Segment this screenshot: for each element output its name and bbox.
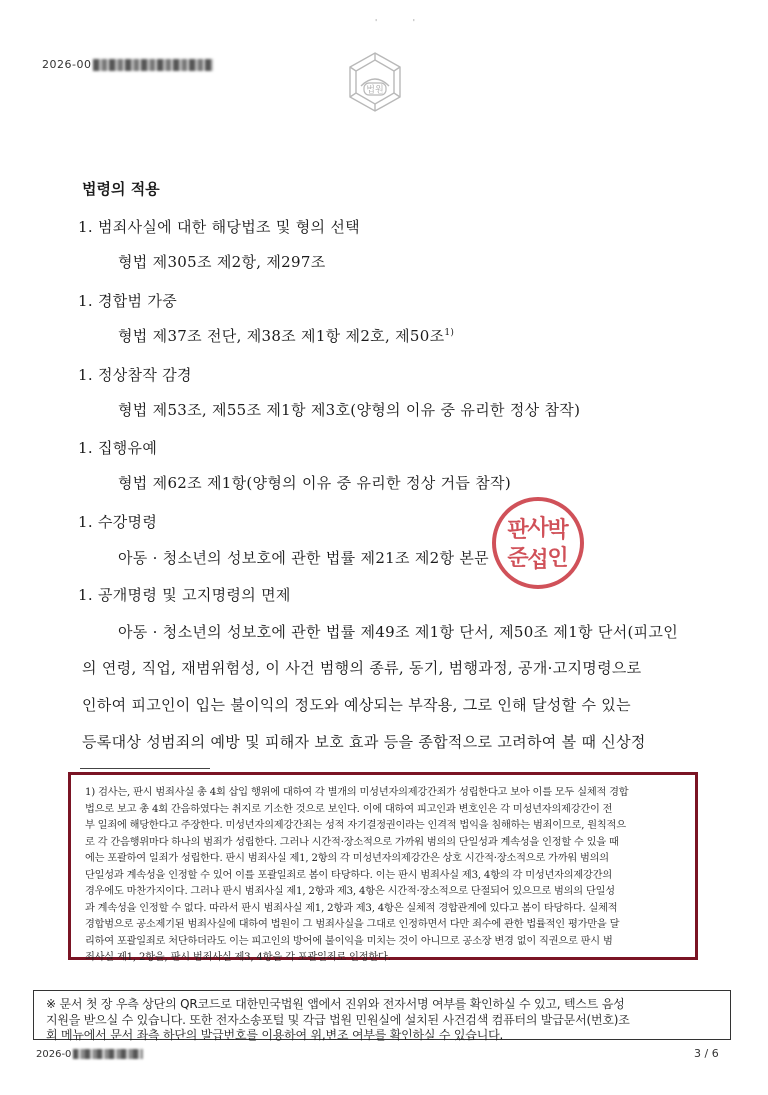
footnote-line: 1) 검사는, 판시 범죄사실 총 4회 삽입 행위에 대하여 각 별개의 미성년자의제강간죄가 성립한다고 보아 이를 모두 실체적 경합 bbox=[85, 787, 629, 798]
seal-char-5: 섭 bbox=[527, 547, 549, 573]
footnote-line: 단일성과 계속성을 인정할 수 있어 이를 포괄일죄로 봄이 타당하다. 이는 판시 범죄사실 제3, 4항의 각 미성년자의제강간의 bbox=[85, 869, 612, 881]
item-label-3: 1. 정상참작 감경 bbox=[78, 366, 192, 384]
seal-char-2: 사 bbox=[527, 515, 549, 541]
paragraph-line-1: 아동 · 청소년의 성보호에 관한 법률 제49조 제1항 단서, 제50조 제1항 단서(피고인 bbox=[118, 623, 679, 641]
judge-seal-stamp bbox=[490, 495, 586, 591]
seal-char-4: 준 bbox=[507, 545, 529, 571]
item-detail-4: 형법 제62조 제1항(양형의 이유 중 유리한 정상 거듭 참작) bbox=[118, 474, 511, 492]
notice-line: 회 메뉴에서 문서 좌측 하단의 발급번호를 이용하여 위,변조 여부를 확인하실 수 있습니다. bbox=[46, 1028, 504, 1042]
item-detail-1: 형법 제305조 제2항, 제297조 bbox=[118, 253, 326, 271]
footnote-line: 경우에도 마찬가지이다. 그러나 판시 범죄사실 제1, 2항과 제3, 4항은 시간적·장소적으로 단절되어 있으므로 범의의 단일성 bbox=[85, 886, 615, 897]
redacted-issue-block bbox=[73, 1049, 143, 1059]
seal-char-6: 인 bbox=[547, 545, 569, 571]
paragraph-line-3: 인하여 피고인이 입는 불이익의 정도와 예상되는 부작용, 그로 인해 달성할 수 있는 bbox=[82, 696, 631, 714]
document-id bbox=[42, 58, 213, 71]
notice-line: 지원을 받으실 수 있습니다. 또한 전자소송포털 및 각급 법원 민원실에 설치된 사건검색 컴퓨터의 발급문서(번호)조 bbox=[46, 1012, 630, 1027]
issue-number-prefix: 2026-0 bbox=[36, 1049, 72, 1060]
item-detail-3: 형법 제53조, 제55조 제1항 제3호(양형의 이유 중 유리한 정상 참작) bbox=[118, 401, 581, 419]
footnote-ref: 1) bbox=[444, 328, 455, 338]
court-emblem-icon bbox=[343, 50, 407, 114]
item-label-2: 1. 경합범 가중 bbox=[78, 292, 177, 310]
top-scan-marks: ' ' bbox=[375, 18, 415, 27]
emblem-label: 법원 bbox=[366, 85, 384, 96]
footnote-separator bbox=[80, 768, 210, 769]
footnote-line: 과 계속성을 인정할 수 없다. 따라서 판시 범죄사실 제1, 2항과 제3, 4항은 실체적 경합관계에 있다고 봄이 타당하다. 실체적 bbox=[85, 902, 618, 914]
item-detail-2 bbox=[118, 325, 454, 346]
footnote-line: 죄사실 제1, 2항을, 판시 범죄사실 제3, 4항을 각 포괄일죄로 인정한다. bbox=[85, 952, 391, 963]
footnote-line: 로 각 간음행위마다 하나의 범죄가 성립한다. 그러나 시간적·장소적으로 가까워 범의의 단일성과 계속성을 인정할 수 있을 때 bbox=[85, 836, 619, 848]
footnote-box bbox=[68, 772, 698, 963]
verification-notice bbox=[33, 990, 731, 1040]
paragraph-line-2: 의 연령, 직업, 재범위험성, 이 사건 범행의 종류, 동기, 범행과정, 공개·고지명령으로 bbox=[82, 659, 642, 677]
item-label-6: 1. 공개명령 및 고지명령의 면제 bbox=[78, 586, 291, 604]
footnote-line: 법으로 보고 총 4회 간음하였다는 취지로 기소한 것으로 보인다. 이에 대하여 피고인과 변호인은 각 미성년자의제강간이 전 bbox=[85, 803, 613, 815]
paragraph-line-4: 등록대상 성범죄의 예방 및 피해자 보호 효과 등을 종합적으로 고려하여 볼 때 신상정 bbox=[82, 733, 646, 751]
redacted-id-block bbox=[93, 59, 213, 71]
page-number: 3 / 6 bbox=[694, 1047, 719, 1060]
item-label-1: 1. 범죄사실에 대한 해당법조 및 형의 선택 bbox=[78, 218, 360, 236]
document-id-prefix: 2026-00 bbox=[42, 58, 92, 71]
footnote-line: 리하여 포괄일죄로 처단하더라도 이는 피고인의 방어에 불이익을 미치는 것이 아니므로 공소장 변경 없이 직권으로 판시 범 bbox=[85, 935, 613, 947]
item-detail-5: 아동 · 청소년의 성보호에 관한 법률 제21조 제2항 본문 bbox=[118, 549, 489, 567]
item-label-4: 1. 집행유예 bbox=[78, 439, 158, 457]
footnote-text bbox=[85, 785, 681, 967]
issue-number bbox=[36, 1049, 143, 1060]
seal-char-3: 박 bbox=[547, 517, 569, 543]
section-title: 법령의 적용 bbox=[82, 180, 160, 198]
footnote-line: 부 일죄에 해당한다고 주장한다. 미성년자의제강간죄는 성적 자기결정권이라는 인격적 법익을 침해하는 범죄이므로, 원칙적으 bbox=[85, 820, 626, 831]
item-label-5: 1. 수강명령 bbox=[78, 513, 158, 531]
item-detail-2-text: 형법 제37조 전단, 제38조 제1항 제2호, 제50조 bbox=[118, 327, 445, 345]
notice-line: ※ 문서 첫 장 우측 상단의 QR코드로 대한민국법원 앱에서 진위와 전자서명 여부를 확인하실 수 있고, 텍스트 음성 bbox=[46, 997, 625, 1011]
footnote-line: 경합범으로 공소제기된 범죄사실에 대하여 법원이 그 범죄사실을 그대로 인정하면서 다만 죄수에 관한 법률적인 평가만을 달 bbox=[85, 919, 620, 930]
footnote-line: 에는 포괄하여 일죄가 성립한다. 판시 범죄사실 제1, 2항의 각 미성년자의제강간은 상호 시간적·장소적으로 가까워 범의의 bbox=[85, 853, 609, 864]
seal-char-1: 판 bbox=[507, 517, 529, 543]
